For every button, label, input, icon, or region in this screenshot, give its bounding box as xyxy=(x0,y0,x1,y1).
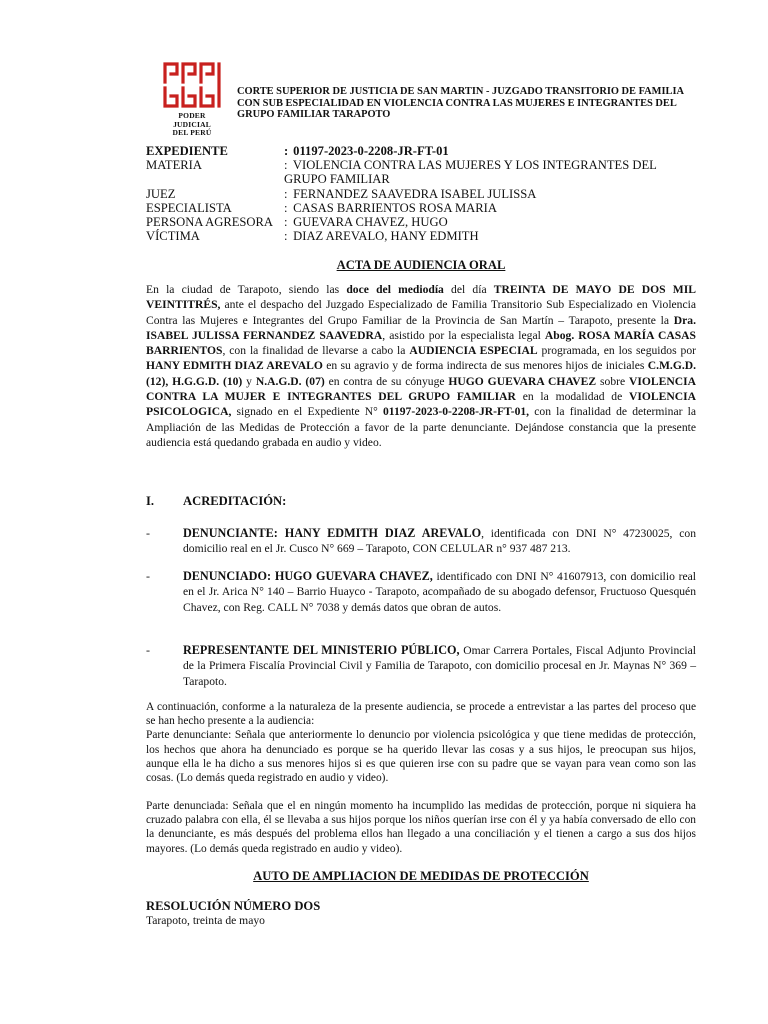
agresora-label: PERSONA AGRESORA xyxy=(146,215,274,230)
case-row-materia: MATERIA : VIOLENCIA CONTRA LAS MUJERES Y LOS INTEGRANTES DEL xyxy=(146,158,657,173)
case-info-table xyxy=(146,144,686,243)
case-row-agresora: PERSONA AGRESORA : GUEVARA CHAVEZ, HUGO xyxy=(146,215,448,230)
section-numeral: I. xyxy=(146,494,155,508)
victima-value: DIAZ AREVALO, HANY EDMITH xyxy=(293,229,479,244)
bullet-text: DENUNCIADO: HUGO GUEVARA CHAVEZ, identificado con DNI N° 41607913, con domicilio real en el Jr. Arica N° 140 – Barrio Huayco - Tarapoto, acompañado de su abogado defensor, Fructuoso Quesquén Chavez, con Reg. CALL N° 7038 y demás datos que obran de autos. xyxy=(183,569,696,614)
case-row-materia-cont xyxy=(146,172,686,186)
section-title-acreditacion: ACREDITACIÓN: xyxy=(183,494,287,508)
poder-judicial-logo xyxy=(160,62,224,138)
case-row-expediente: EXPEDIENTE : 01197-2023-0-2208-JR-FT-01 xyxy=(146,144,449,158)
materia-label: MATERIA xyxy=(146,158,202,173)
logo-text-line-1: PODER xyxy=(178,111,206,120)
victima-label: VÍCTIMA xyxy=(146,229,200,244)
resolucion-date: Tarapoto, treinta de mayo xyxy=(146,914,265,927)
bullet-text: DENUNCIANTE: HANY EDMITH DIAZ AREVALO, identificada con DNI N° 47230025, con domicilio real en el Jr. Cusco N° 669 – Tarapoto, CON CELULAR n° 937 487 213. xyxy=(183,526,696,556)
case-row-juez: JUEZ : FERNANDEZ SAAVEDRA ISABEL JULISSA xyxy=(146,186,537,201)
case-row-especialista: ESPECIALISTA : CASAS BARRIENTOS ROSA MARIA xyxy=(146,200,497,215)
logo-text-line-2: JUDICIAL xyxy=(173,119,211,129)
poder-judicial-emblem-icon xyxy=(163,62,221,110)
intro-paragraph: En la ciudad de Tarapoto, siendo las doce del mediodía del día TREINTA DE MAYO DE DOS MIL VEINTITRÉS, ante el despacho del Juzgado Especializado de Familia Transitorio Sub Especializado en Violencia Contra las Mujeres e Integrantes del Grupo Familiar de la Provincia de San Martín – Tarapoto, presente la Dra. ISABEL JULISSA FERNANDEZ SAAVEDRA, asistido por la especialista legal Abog. ROSA MARÍA CASAS BARRIENTOS, con la finalidad de llevarse a cabo la AUDIENCIA ESPECIAL programada, en los seguidos por HANY EDMITH DIAZ AREVALO en su agravio y de forma indirecta de sus menores hijos de iniciales C.M.G.D. (12), H.G.G.D. (10) y N.A.G.D. (07) en contra de su cónyuge HUGO GUEVARA CHAVEZ sobre VIOLENCIA CONTRA LA MUJER E INTEGRANTES DEL GRUPO FAMILIAR en la modalidad de VIOLENCIA PSICOLOGICA, signado en el Expediente N° 01197-2023-0-2208-JR-FT-01, con la finalidad de determinar la Ampliación de las Medidas de Protección a favor de la parte denunciante. Dejándose constancia que la presente audiencia está quedando grabada en audio y video. xyxy=(146,283,697,449)
bullet-dash: - xyxy=(146,643,150,657)
parte-denunciada-paragraph: Parte denunciada: Señala que el en ningún momento ha incumplido las medidas de protección, porque ni siquiera ha cruzado palabra con ella, él se llevaba a sus hijos porque los niños querían irse con él y ya había conversado de ello con la denunciante, es más después del problema ellos han llegado a una conciliación y el tienen a cargo a sus dos hijos mayores. (Lo demás queda registrado en audio y video). xyxy=(146,800,696,855)
bullet-dash: - xyxy=(146,526,150,540)
expediente-label: EXPEDIENTE xyxy=(146,144,228,158)
auto-title: AUTO DE AMPLIACION DE MEDIDAS DE PROTECCIÓN xyxy=(253,869,589,883)
continuation-paragraph: A continuación, conforme a la naturaleza de la presente audiencia, se procede a entrevistar a las partes del proceso que se han hecho presente a la audiencia: Parte denunciante: Señala que anteriormente lo denuncio por violencia psicológica y que tiene medidas de protección, los hechos que ahora ha denunciado es porque se ha querido llevar las cosas y a sus hijos, le preocupan sus hijos, aunque ella le ha dicho a sus menores hijos si es que quieren irse con su padre que se vayan para vean como son las cosas. (Lo demás queda registrado en audio y video). xyxy=(146,701,696,785)
bullet-text: REPRESENTANTE DEL MINISTERIO PÚBLICO, Omar Carrera Portales, Fiscal Adjunto Provincial de la Primera Fiscalía Provincial Civil y Familia de Tarapoto, con domicilio procesal en Jr. Maynas N° 369 – Tarapoto. xyxy=(183,643,696,688)
especialista-value: CASAS BARRIENTOS ROSA MARIA xyxy=(293,200,497,215)
acta-title: ACTA DE AUDIENCIA ORAL xyxy=(336,258,506,272)
agresora-value: GUEVARA CHAVEZ, HUGO xyxy=(293,215,448,230)
juez-label: JUEZ xyxy=(146,186,176,201)
logo-text-line-3: DEL PERÚ xyxy=(172,128,212,137)
materia-value: VIOLENCIA CONTRA LAS MUJERES Y LOS INTEGRANTES DEL xyxy=(292,158,657,173)
especialista-label: ESPECIALISTA xyxy=(146,200,232,215)
bullet-dash: - xyxy=(146,569,150,583)
court-title: CORTE SUPERIOR DE JUSTICIA DE SAN MARTIN - JUZGADO TRANSITORIO DE FAMILIA CON SUB ESPECIALIDAD EN VIOLENCIA CONTRA LAS MUJERES E INTEGRANTES DEL GRUPO FAMILIAR TARAPOTO xyxy=(237,86,684,120)
case-row-victima: VÍCTIMA : DIAZ AREVALO, HANY EDMITH xyxy=(146,229,479,244)
expediente-value: 01197-2023-0-2208-JR-FT-01 xyxy=(293,144,449,158)
parte-denunciante-paragraph: Parte denunciante: Señala que anteriormente lo denuncio por violencia psicológica y que tiene medidas de protección, los hechos que ahora ha denunciado es porque se ha querido llevar las cosas y a sus hijos, le preocupan sus hijos, aunque ella le ha dicho a sus menores hijos si es que quieren irse con su padre que se vayan para vean como son las cosas. (Lo demás queda registrado en audio y video). xyxy=(146,729,696,785)
materia-value-cont: GRUPO FAMILIAR xyxy=(284,172,390,187)
juez-value: FERNANDEZ SAAVEDRA ISABEL JULISSA xyxy=(293,186,537,201)
resolucion-title: RESOLUCIÓN NÚMERO DOS xyxy=(146,899,321,913)
